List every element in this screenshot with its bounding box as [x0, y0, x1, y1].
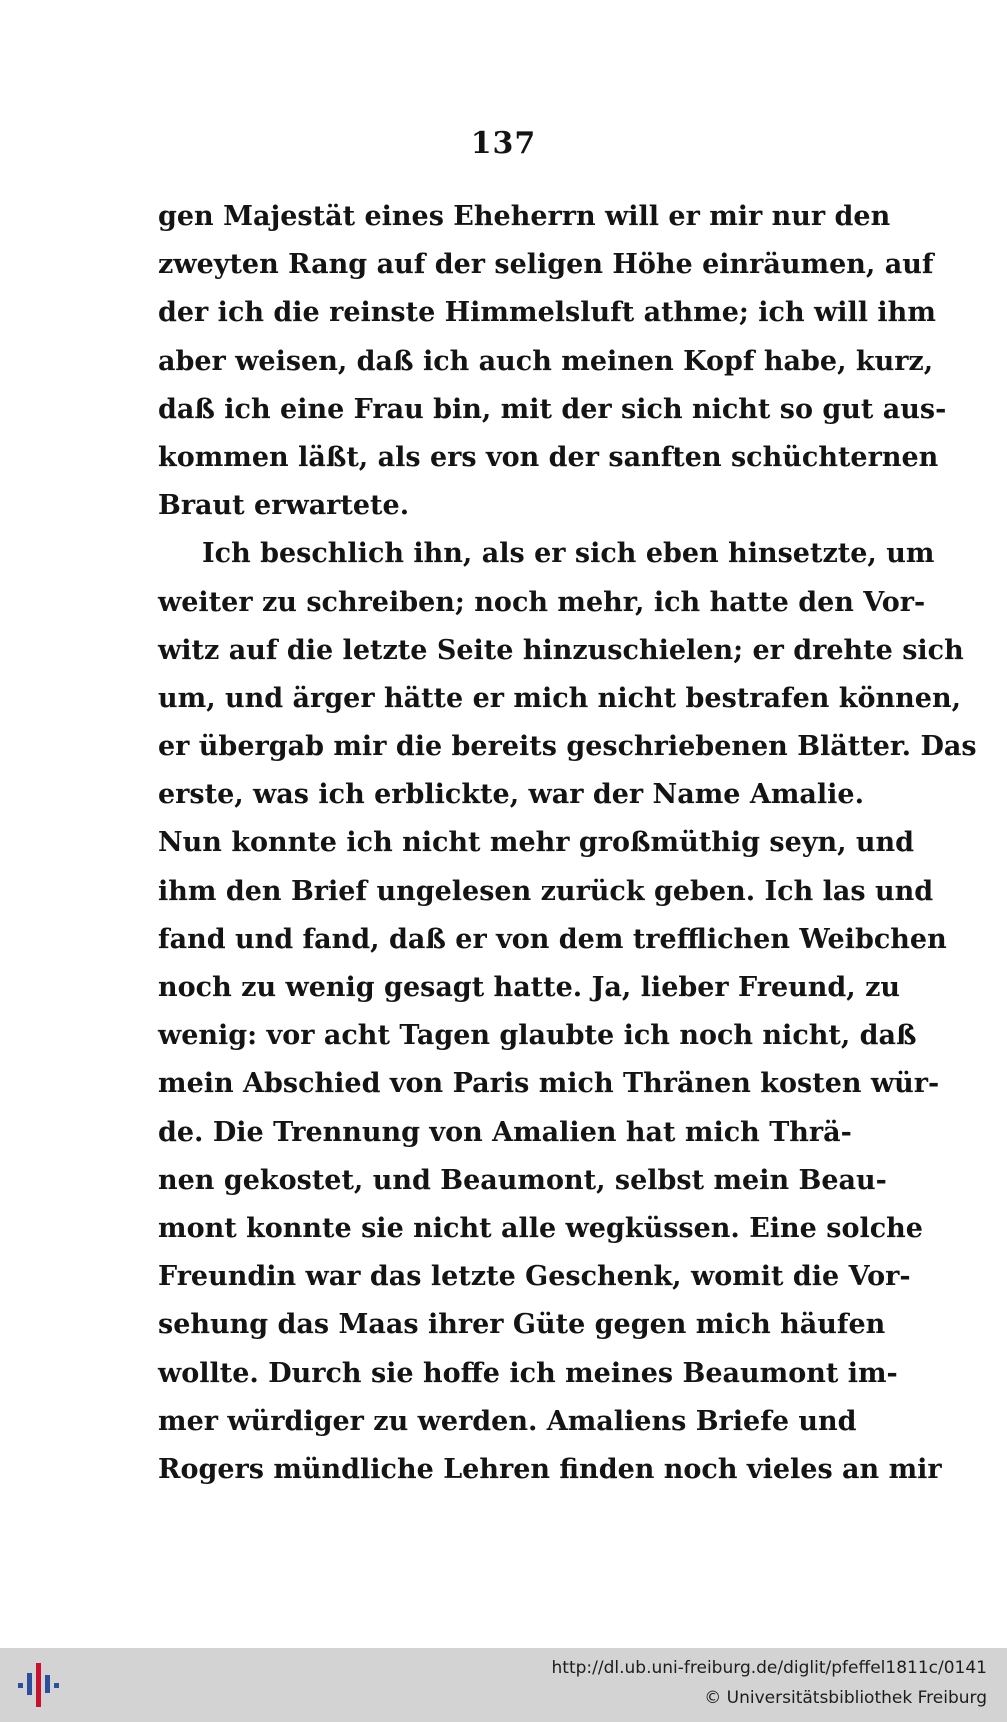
body-text [158, 193, 977, 1494]
text-line: mein Abschied von Paris mich Thränen kosten wür- [158, 1068, 940, 1100]
library-footer [0, 1648, 1007, 1722]
page-number: 137 [470, 126, 537, 161]
text-line: Ich beschlich ihn, als er sich eben hinsetzte, um [202, 538, 935, 570]
text-line: de. Die Trennung von Amalien hat mich Thrä- [158, 1116, 852, 1148]
text-line: wenig: vor acht Tagen glaubte ich noch nicht, daß [158, 1020, 917, 1052]
text-line: aber weisen, daß ich auch meinen Kopf habe, kurz, [158, 345, 934, 377]
text-line: er übergab mir die bereits geschriebenen Blätter. Das [158, 731, 977, 763]
text-line: fand und fand, daß er von dem trefflichen Weibchen [158, 923, 947, 955]
source-url-link[interactable]: http://dl.ub.uni-freiburg.de/diglit/pfeffel1811c/0141 [551, 1658, 987, 1678]
text-line: mont konnte sie nicht alle wegküssen. Eine solche [158, 1212, 923, 1244]
text-line: mer würdiger zu werden. Amaliens Briefe und [158, 1405, 857, 1437]
text-line: witz auf die letzte Seite hinzuschielen; er drehte sich [158, 634, 964, 666]
copyright-notice: © Universitätsbibliothek Freiburg [704, 1688, 987, 1708]
ub-freiburg-logo-icon[interactable] [14, 1661, 62, 1709]
text-line: Freundin war das letzte Geschenk, womit die Vor- [158, 1261, 911, 1293]
text-line: weiter zu schreiben; noch mehr, ich hatte den Vor- [158, 586, 926, 618]
text-line: der ich die reinste Himmelsluft athme; ich will ihm [158, 297, 936, 329]
text-line: noch zu wenig gesagt hatte. Ja, lieber Freund, zu [158, 972, 901, 1003]
text-line: kommen läßt, als ers von der sanften schüchternen [158, 441, 939, 473]
text-line: zweyten Rang auf der seligen Höhe einräumen, auf [158, 249, 934, 281]
text-line: gen Majestät eines Eheherrn will er mir nur den [158, 201, 891, 232]
text-line: sehung das Maas ihrer Güte gegen mich häufen [158, 1309, 886, 1341]
text-line: wollte. Durch sie hoffe ich meines Beaumont im- [158, 1357, 898, 1389]
text-line: Braut erwartete. [158, 490, 410, 522]
text-line: daß ich eine Frau bin, mit der sich nicht so gut aus- [158, 393, 947, 425]
text-line: nen gekostet, und Beaumont, selbst mein Beau- [158, 1164, 887, 1196]
text-line: erste, was ich erblickte, war der Name Amalie. [158, 779, 864, 811]
text-line: Rogers mündliche Lehren finden noch vieles an mir [158, 1453, 942, 1485]
text-line: ihm den Brief ungelesen zurück geben. Ich las und [158, 875, 934, 907]
text-line: um, und ärger hätte er mich nicht bestrafen können, [158, 682, 961, 714]
text-line: Nun konnte ich nicht mehr großmüthig seyn, und [158, 827, 915, 859]
